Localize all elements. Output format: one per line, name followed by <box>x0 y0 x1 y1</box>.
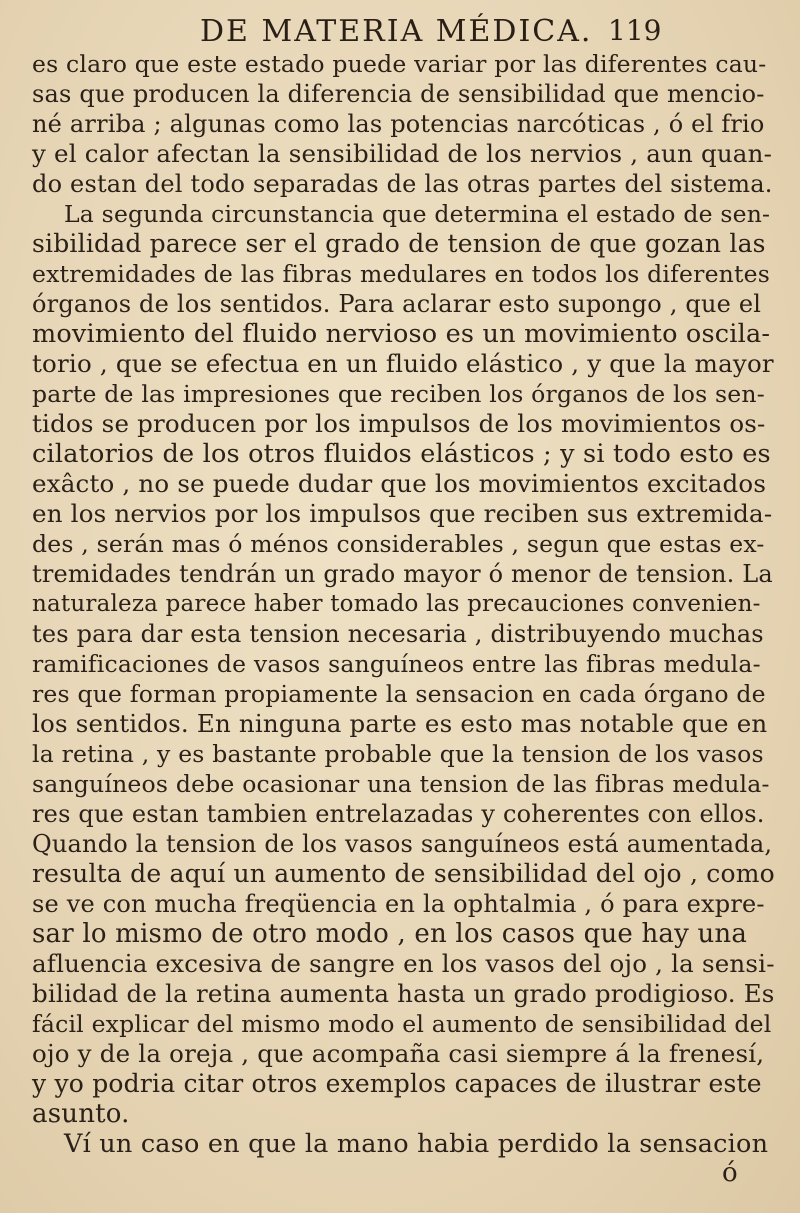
text-line: órganos de los sentidos. Para aclarar esto supongo , que el <box>32 290 762 318</box>
running-title: DE MATERIA MÉDICA. <box>200 14 593 49</box>
text-line: los sentidos. En ninguna parte es esto mas notable que en <box>32 709 768 738</box>
text-line: tidos se producen por los impulsos de los movimientos os- <box>32 409 766 438</box>
text-line: cilatorios de los otros fluidos elásticos ; y si todo esto es <box>32 439 771 469</box>
text-line: en los nervios por los impulsos que reciben sus extremida- <box>32 499 773 528</box>
text-line: movimiento del fluido nervioso es un movimiento oscila- <box>32 319 771 349</box>
text-line: la retina , y es bastante probable que la tension de los vasos <box>32 740 764 768</box>
text-line: tremidades tendrán un grado mayor ó menor de tension. La <box>32 560 773 588</box>
text-line: né arriba ; algunas como las potencias narcóticas , ó el frio <box>32 110 765 138</box>
text-line: sar lo mismo de otro modo , en los casos que hay una <box>32 919 748 949</box>
text-line: torio , que se efectua en un fluido elástico , y que la mayor <box>32 349 774 378</box>
text-line: y yo podria citar otros exemplos capaces de ilustrar este <box>32 1069 762 1098</box>
text-line: es claro que este estado puede variar por las diferentes cau- <box>32 50 767 78</box>
text-line: sanguíneos debe ocasionar una tension de las fibras medula- <box>32 770 770 798</box>
text-line: sas que producen la diferencia de sensibilidad que mencio- <box>32 80 765 108</box>
text-line: exâcto , no se puede dudar que los movimientos excitados <box>32 469 767 498</box>
text-line: La segunda circunstancia que determina el estado de sen- <box>64 200 771 228</box>
text-line: resulta de aquí un aumento de sensibilidad del ojo , como <box>32 859 775 888</box>
text-line: y el calor afectan la sensibilidad de los nervios , aun quan- <box>32 139 773 168</box>
text-line: se ve con mucha freqüencia en la ophtalmia , ó para expre- <box>32 890 765 918</box>
page-number: 119 <box>608 14 662 47</box>
text-line: ojo y de la oreja , que acompaña casi siempre á la frenesí, <box>32 1039 765 1068</box>
text-line: naturaleza parece haber tomado las precauciones convenien- <box>32 591 761 617</box>
text-line: ramificaciones de vasos sanguíneos entre las fibras medula- <box>32 650 761 678</box>
text-line: res que forman propiamente la sensacion en cada órgano de <box>32 680 766 708</box>
text-line: des , serán mas ó ménos considerables , segun que estas ex- <box>32 530 765 558</box>
text-line: Quando la tension de los vasos sanguíneos está aumentada, <box>32 830 773 858</box>
text-line: asunto. <box>32 1099 130 1129</box>
text-line: parte de las impresiones que reciben los órganos de los sen- <box>32 380 765 408</box>
text-line: extremidades de las fibras medulares en todos los diferentes <box>32 260 771 288</box>
text-line: bilidad de la retina aumenta hasta un grado prodigioso. Es <box>32 979 775 1008</box>
text-line: tes para dar esta tension necesaria , distribuyendo muchas <box>32 620 764 648</box>
text-line: do estan del todo separadas de las otras partes del sistema. <box>32 170 773 198</box>
text-line: fácil explicar del mismo modo el aumento de sensibilidad del <box>32 1010 772 1038</box>
catchword: ó <box>722 1158 738 1188</box>
text-line: res que estan tambien entrelazadas y coherentes con ellos. <box>32 800 765 828</box>
text-line: sibilidad parece ser el grado de tension de que gozan las <box>32 229 766 258</box>
text-line: Ví un caso en que la mano habia perdido la sensacion <box>64 1129 769 1159</box>
text-line: afluencia excesiva de sangre en los vasos del ojo , la sensi- <box>32 949 775 978</box>
